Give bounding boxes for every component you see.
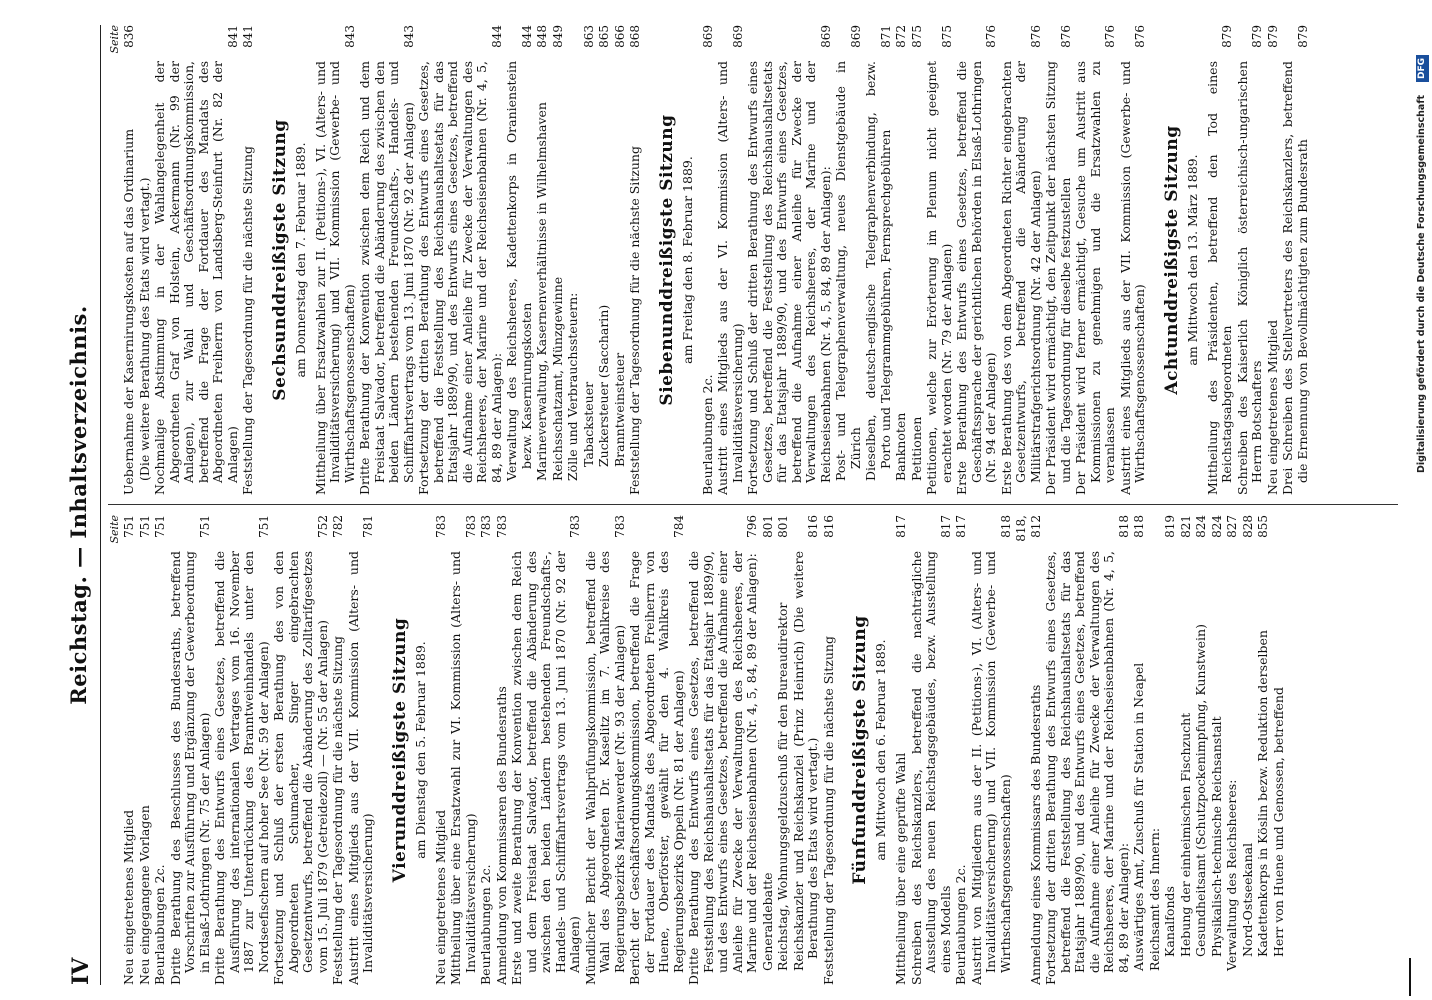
toc-entry <box>153 25 240 495</box>
toc-page-number: 865 <box>597 25 611 48</box>
toc-page-number: 784 <box>671 515 686 538</box>
toc-entry <box>358 25 416 495</box>
toc-entry-text: Herr von Huene und Genossen, betreffend <box>1270 687 1286 957</box>
toc-entry-text: Dritte Berathung des Entwurfs eines Gesetzes, betreffend die Ausführung des internationalen Vertrages vom 16. November 1887 zur Unterdrückung des Branntweinhandels unter den Nordseefischern auf hoher See (Nr. 59 der Anlagen) <box>212 551 271 985</box>
toc-entry-text: Fortsetzung der dritten Berathung des Entwurfs eines Gesetzes, betreffend die Feststellung des Reichshaushaltsetats für das Etatsjahr 1889/90, und des Entwurfs eines Gesetzes, betreffend die Aufnahme einer Anleihe für Zwecke der Verwaltungen des Reichsheeres, der Marine und der Reichseisenbahnen (Nr. 4, 5, 84, 89 der Anlagen): <box>416 61 504 495</box>
toc-entry <box>1044 25 1073 495</box>
toc-page-number: 876 <box>984 25 998 48</box>
toc-page-number: 863 <box>581 25 596 48</box>
toc-entry-text: Beurlaubungen 2c. <box>152 864 167 985</box>
toc-entry <box>122 515 137 985</box>
toc-page-number: 781 <box>361 515 375 538</box>
toc-entry <box>970 515 1014 985</box>
toc-page-number: 783 <box>463 515 478 538</box>
toc-page-number: 782 <box>331 515 345 538</box>
toc-page-number: 818 <box>1132 515 1146 538</box>
toc-page-number: 841 <box>241 25 255 48</box>
toc-entry-text: Beurlaubungen 2c. <box>953 864 968 985</box>
toc-page-number: 783 <box>433 515 448 538</box>
toc-page-number: 817 <box>894 515 908 538</box>
toc-entry-text: Schreiben des Reichskanzlers, betreffend die nachträgliche Ausstellung des neuen Reichstagsgebäudes, bezw. Ausstellung eines Modells <box>908 551 953 985</box>
toc-entry-text: Mittheilung des Präsidenten, betreffend den Tod eines Reichstagsabgeordneten <box>1204 61 1234 495</box>
toc-entry-text: Erste Berathung des von dem Abgeordneten Richter eingebrachten Gesetzentwurfs, betreffend die Abänderung der Militärstrafgerichtsordnung (Nr. 42 der Anlagen) <box>998 61 1043 495</box>
toc-entry <box>628 25 643 495</box>
toc-page-number: 866 <box>612 25 627 48</box>
toc-page-number: 876 <box>1058 25 1073 48</box>
toc-entry <box>417 25 504 495</box>
toc-page-number: 876 <box>1133 25 1147 48</box>
toc-entry-text: Erste und zweite Berathung der Konvention zwischen dem Reich und dem Freistaat Salvador, betreffend die Abänderung des zwischen den beiden Ländern bestehenden Freundschafts-, Handels- und Schifffahrtsvertrags vom 13. Juni 1870 (Nr. 92 der Anlagen) <box>509 551 582 985</box>
toc-entry <box>761 515 776 985</box>
toc-entry-text: Mittheilung über eine Ersatzwahl zur VI. Kommission (Alters- und Invaliditätsversicherung) <box>448 551 478 985</box>
page-number: IV <box>68 957 94 985</box>
toc-entry <box>122 25 137 495</box>
toc-entry <box>1132 515 1147 985</box>
toc-entry <box>434 515 449 985</box>
toc-page-number: 849 <box>550 25 565 48</box>
toc-page-number: 843 <box>401 25 416 48</box>
toc-entry-text: Austritt eines Mitglieds aus der VII. Kommission (Alters- und Invaliditätsversicherung) <box>345 551 375 985</box>
toc-entry-text: Drei Schreiben des Stellvertreters des Reichskanzlers, betreffend die Ernennung von Bevollmächtigten zum Bundesrath <box>1280 61 1310 495</box>
rotated-content <box>60 25 1432 985</box>
toc-page-number: 855 <box>1256 515 1270 538</box>
toc-entry-text: Nochmalige Abstimmung in der Wahlangelegenheit der Abgeordneten Graf von Holstein, Ackermann (Nr. 99 der Anlagen), zur Wahl und Geschäftsordnungskommission, betreffend die Frage der Fortdauer des Mandats des Abgeordneten Freiherrn von Landsberg-Steinfurt (Nr. 82 der Anlagen) <box>152 61 240 495</box>
toc-entry <box>1148 515 1163 985</box>
toc-entry <box>505 25 534 495</box>
toc-entry-text: Schreiben des Kaiserlich Königlich österreichisch-ungarischen Herrn Botschafters <box>1234 61 1264 495</box>
toc-page-number: 868 <box>628 25 642 48</box>
toc-entry-text: Austritt eines Mitglieds aus der VI. Kommission (Alters- und Invaliditätsversicherung) <box>715 61 745 495</box>
toc-entry-text: Anmeldung eines Kommissars des Bundesraths <box>1027 684 1043 985</box>
toc-entry-text: Feststellung der Tagesordnung für die nächste Sitzung <box>330 636 345 985</box>
toc-entry-text: Petitionen, welche zur Erörterung im Plenum nicht geeignet erachtet worden (Nr. 79 der Anlagen) <box>924 61 954 495</box>
toc-entry-text: Anmeldung von Kommissaren des Bundesraths <box>493 686 509 985</box>
sitting-title: Achtunddreißigste Sitzung <box>1161 125 1182 395</box>
toc-entry <box>495 515 510 985</box>
toc-entry-text: Neu eingegangene Vorlagen <box>136 805 152 985</box>
toc-page-number: 869 <box>700 25 715 48</box>
toc-entry <box>1163 515 1178 985</box>
toc-entry-text: Marineverwaltung, Kasernenverhältnisse in Wilhelmshaven <box>534 102 549 481</box>
toc-entry <box>1000 25 1044 495</box>
toc-page-number: 828 <box>1240 515 1255 538</box>
toc-entry-text: Beurlaubungen 2c. <box>699 374 715 495</box>
toc-entry <box>955 25 999 495</box>
toc-page-number: 818 <box>1116 515 1131 538</box>
toc-page-number: 751 <box>256 515 271 538</box>
toc-page-number: 841 <box>225 25 240 48</box>
toc-entry <box>272 515 330 985</box>
toc-entry <box>792 515 821 985</box>
toc-entry-text: Post- und Telegraphenverwaltung, neues Dienstgebäude in Zürich <box>833 61 863 481</box>
toc-entry <box>582 25 597 495</box>
toc-entry-text: Austritt von Mitgliedern aus der II. (Petitions-), VI. (Alters- und Invaliditätsversicherung) und VII. Kommission (Gewerbe- und Wirthschaftsgenossenschaften) <box>968 551 1013 985</box>
toc-page-number: 752 <box>315 515 330 538</box>
toc-entry <box>1210 515 1225 985</box>
toc-entry-text: Reichskanzler und Reichskanzlei (Prinz Heinrich) (Die weitere Berathung des Etats wird vertagt.) <box>790 551 820 971</box>
sitting-date: am Mittwoch den 6. Februar 1889. <box>873 639 888 861</box>
toc-page-number: 751 <box>197 515 212 538</box>
toc-entry <box>776 515 791 985</box>
running-head: Reichstag. — Inhaltsverzeichnis. <box>66 305 91 705</box>
toc-page-number: 879 <box>1220 25 1234 48</box>
toc-entry <box>597 25 612 495</box>
toc-page-number: 751 <box>137 515 152 538</box>
toc-entry <box>864 25 893 495</box>
toc-entry-text: Mündlicher Bericht der Wahlprüfungskommission, betreffend die Wahl des Abgeordneten Dr. Kaselitz im 7. Wahlkreise des Regierungsbezirks Marienwerder (Nr. 93 der Anlagen) <box>582 551 627 985</box>
toc-entry-text: Zölle und Verbrauchssteuern: <box>565 292 580 481</box>
toc-entry <box>347 515 376 985</box>
toc-page-number: 783 <box>494 515 509 538</box>
toc-entry <box>954 515 969 985</box>
toc-entry-text: Physikalisch-technische Reichsanstalt <box>1208 716 1224 957</box>
toc-entry <box>613 25 628 495</box>
toc-entry-text: Auswärtiges Amt, Zuschuß für Station in Neapel <box>1131 662 1146 971</box>
toc-page-number: 818, 812 <box>1014 515 1043 542</box>
toc-entry-text: Kanalfonds <box>1162 886 1177 957</box>
toc-entry-text: Reichsschatzamt, Münzgewinne <box>549 276 565 481</box>
sitting-title: Siebenunddreißigste Sitzung <box>656 114 677 406</box>
toc-entry-text: Verwaltung des Reichsheeres, Kadettenkorps in Oranienstein bezw. Kasernirungskosten <box>504 61 534 481</box>
toc-entry-text: Verwaltung des Reichsheeres: <box>1224 779 1239 971</box>
toc-entry <box>1236 25 1265 495</box>
toc-entry-text: Dieselben, deutsch-englische Telegraphenverbindung, bezw. Porto und Telegrammgebühren, Fernsprechgebühren <box>863 61 893 481</box>
toc-page-number: 817 <box>938 515 953 538</box>
toc-entry <box>169 515 213 985</box>
sitting-heading <box>657 25 695 495</box>
toc-page-number: 879 <box>1295 25 1310 48</box>
toc-entry-text: Der Präsident wird ermächtigt, den Zeitpunkt der nächsten Sitzung und die Tagesordnung für dieselbe festzustellen <box>1043 61 1073 495</box>
toc-page-number: 796 <box>745 515 759 538</box>
toc-entry <box>925 25 954 495</box>
toc-page-number: 816 <box>821 515 836 538</box>
toc-entry-text: Fortsetzung und Schluß der ersten Berathung des von den Abgeordneten Schumacher, Singer eingebrachten Gesetzentwurfs, betreffend die Abänderung des Zolltarifgesetzes vom 15. Juli 1879 (Getreidezoll) — (Nr. 55 der Anlagen) <box>271 551 330 985</box>
seite-label: Seite <box>108 25 121 54</box>
toc-entry-text: Zuckersteuer (Saccharin) <box>596 304 611 467</box>
toc-entry <box>153 515 168 985</box>
toc-entry <box>716 25 745 495</box>
toc-entry <box>894 25 909 495</box>
toc-entry <box>535 25 550 495</box>
sitting-heading <box>1162 25 1200 495</box>
toc-page-number: 783 <box>612 515 627 538</box>
toc-entry <box>834 25 863 495</box>
toc-entry-text: Reichstag, Wohnungsgeldzuschuß für den Bureaudirektor <box>775 602 790 971</box>
right-column <box>108 25 1408 495</box>
toc-entry <box>1225 515 1240 985</box>
toc-entry-text: Kadettenkorps in Köslin bezw. Reduktion derselben <box>1255 630 1270 957</box>
toc-entry-text: (Die weitere Berathung des Etats wird vertagt.) <box>136 177 152 481</box>
toc-entry <box>1044 515 1131 985</box>
toc-entry <box>910 515 954 985</box>
toc-entry-text: Austritt eines Mitglieds aus der VII. Kommission (Gewerbe- und Wirthschaftsgenossenschaften) <box>1117 61 1147 495</box>
toc-page-number: 844 <box>489 25 504 48</box>
sitting-title: Vierunddreißigste Sitzung <box>389 617 410 883</box>
toc-page-number: 869 <box>848 25 863 48</box>
toc-entry-text: Reichsamt des Innern: <box>1146 827 1162 971</box>
toc-page-number: 827 <box>1225 515 1239 538</box>
page-header <box>60 25 101 985</box>
toc-page-number: 844 <box>519 25 534 48</box>
toc-entry <box>910 25 925 495</box>
toc-entry <box>510 515 583 985</box>
toc-page-number: 879 <box>1250 25 1264 48</box>
toc-entry-text: Feststellung der Tagesordnung für die nächste Sitzung <box>240 146 255 495</box>
toc-entry <box>213 515 271 985</box>
toc-entry <box>331 515 346 985</box>
toc-page-number: 783 <box>568 515 582 538</box>
toc-entry-text: Bericht der Geschäftsordnungskommission, betreffend die Frage der Fortdauer des Mandats des Abgeordneten Freiherrn von Huene, Oberförster, gewählt für den 4. Wahlkreis des Regierungsbezirks Oppeln (Nr. 81 der Anlagen) <box>627 551 686 985</box>
digitization-note: Digitalisierung gefördert durch die Deutsche Forschungsgemeinschaft <box>1416 95 1427 473</box>
sitting-date: am Dienstag den 5. Februar 1889. <box>412 641 428 859</box>
toc-entry-text: Tabacksteuer <box>580 381 596 467</box>
toc-entry-text: Feststellung der Tagesordnung für die nächste Sitzung <box>820 636 836 985</box>
toc-entry <box>1206 25 1235 495</box>
dfg-logo: DFG <box>1416 55 1429 82</box>
seite-label: Seite <box>108 515 121 544</box>
toc-entry <box>138 515 153 985</box>
toc-page-number: 751 <box>122 515 136 538</box>
page-footer <box>1416 25 1432 985</box>
toc-entry-text: Generaldebatte <box>759 872 775 971</box>
sitting-date: am Freitag den 8. Februar 1889. <box>679 156 695 364</box>
sitting-heading <box>850 515 888 985</box>
toc-entry <box>584 515 628 985</box>
toc-entry-text: Uebernahme der Kasernirungskosten auf das Ordinarium <box>121 128 136 495</box>
sitting-date: am Mittwoch den 13. März 1889. <box>1184 154 1200 366</box>
toc-entry-text: Dritte Berathung des Entwurfs eines Gesetzes, betreffend die Feststellung des Reichshaushaltsetats für das Etatsjahr 1889/90, und des Entwurfs eines Gesetzes, betreffend die Aufnahme einer Anleihe für Zwecke der Verwaltungen des Reichsheeres, der Marine und der Reichseisenbahnen (Nr. 4, 5, 84, 89 der Anlagen): <box>686 551 759 985</box>
toc-entry-text: Banknoten <box>893 412 908 481</box>
scan-edge-mark <box>1409 958 1411 996</box>
toc-page-number: 876 <box>1028 25 1043 48</box>
toc-page-number: 875 <box>939 25 954 48</box>
toc-page-number: 801 <box>760 515 775 538</box>
toc-page-number: 824 <box>1209 515 1224 538</box>
toc-page-number: 816 <box>806 515 820 538</box>
toc-entry <box>628 515 686 985</box>
toc-entry-text: Fortsetzung und Schluß der dritten Berathung des Entwurfs eines Gesetzes, betreffend die Feststellung des Reichshaushaltsetats für das Etatsjahr 1889/90, und des Entwurfs eines Gesetzes, betreffend die Aufnahme einer Anleihe für Zwecke der Verwaltungen des Reichsheeres, der Marine und der Reichseisenbahnen (Nr. 4, 5, 84, 89 der Anlagen): <box>745 61 833 495</box>
toc-page-number: 869 <box>818 25 833 48</box>
toc-entry <box>566 25 581 495</box>
toc-entry <box>1119 25 1148 495</box>
left-column <box>108 515 1408 985</box>
toc-page-number: 819 <box>1163 515 1177 538</box>
toc-entry-text: Fortsetzung der dritten Berathung des Entwurfs eines Gesetzes, betreffend die Feststellung des Reichshaushaltsetats für das Etatsjahr 1889/90, und des Entwurfs eines Gesetzes, betreffend die Aufnahme einer Anleihe für Zwecke der Verwaltungen des Reichsheeres, der Marine und der Reichseisenbahnen (Nr. 4, 5, 84, 89 der Anlagen): <box>1043 551 1131 985</box>
toc-entry <box>138 25 153 495</box>
sitting-title: Sechsunddreißigste Sitzung <box>269 119 290 401</box>
toc-page-number: 821 <box>1178 515 1193 538</box>
toc-entry-text: Mittheilung über Ersatzwahlen zur II. (Petitions-), VI. (Alters- und Invaliditätsversicherung) und VII. Kommission (Gewerbe- und Wirthschaftsgenossenschaften) <box>312 61 357 495</box>
toc-entry <box>1272 515 1287 985</box>
sitting-title: Fünfunddreißigste Sitzung <box>850 615 870 885</box>
toc-entry-text: Neu eingetretenes Mitglied <box>121 809 136 985</box>
toc-entry <box>746 25 833 495</box>
toc-entry-text: Erste Berathung des Entwurfs eines Gesetzes, betreffend die Geschäftssprache der gerichtlichen Behörden in Elsaß-Lothringen (Nr. 94 der Anlagen) <box>954 61 998 495</box>
toc-entry <box>241 25 256 495</box>
toc-entry-text: Neu eingetretenes Mitglied <box>432 809 448 985</box>
toc-entry-text: Petitionen <box>908 416 924 481</box>
toc-entry-text: Neu eingetretenes Mitglied <box>1264 319 1280 495</box>
toc-entry <box>822 515 837 985</box>
toc-page-number: 751 <box>153 515 167 538</box>
toc-page-number: 801 <box>776 515 790 538</box>
toc-entry <box>1241 515 1256 985</box>
toc-page-number: 871 <box>878 25 893 48</box>
sitting-heading <box>390 515 428 985</box>
sitting-date: am Donnerstag den 7. Februar 1889. <box>292 142 308 378</box>
toc-entry <box>1074 25 1118 495</box>
toc-entry <box>701 25 716 495</box>
toc-page-number: 848 <box>535 25 549 48</box>
toc-entry-text: Gesundheitsamt (Schutzpockenimpfung, Kunstwein) <box>1193 624 1208 957</box>
toc-page-number: 783 <box>479 515 493 538</box>
toc-entry-text: Dritte Berathung der Konvention zwischen dem Reich und dem Freistaat Salvador, betreffend die Abänderung des zwischen den beiden Ländern bestehenden Freundschafts-, Handels- und Schifffahrtsvertrags vom 13. Juni 1870 (Nr. 92 der Anlagen) <box>357 61 416 495</box>
sitting-heading <box>270 25 308 495</box>
toc-entry <box>314 25 358 495</box>
column-divider <box>108 504 1398 505</box>
toc-page-number: 843 <box>342 25 357 48</box>
toc-entry-text: Branntweinsteuer <box>611 352 627 467</box>
toc-entry-text: Feststellung der Tagesordnung für die nächste Sitzung <box>627 146 642 495</box>
toc-page-number: 872 <box>894 25 908 48</box>
toc-entry <box>551 25 566 495</box>
columns <box>108 25 1408 985</box>
toc-entry-text: Nord-Ostseekanal <box>1239 842 1255 957</box>
toc-entry <box>479 515 494 985</box>
toc-entry <box>1179 515 1194 985</box>
toc-entry-text: Hebung der einheimischen Fischzucht <box>1177 712 1193 957</box>
toc-page-number: 879 <box>1265 25 1280 48</box>
toc-page-number: 869 <box>730 25 745 48</box>
toc-entry <box>1256 515 1271 985</box>
toc-entry-text: Mittheilung über eine geprüfte Wahl <box>893 752 908 985</box>
toc-page-number: 817 <box>954 515 968 538</box>
toc-page-number: 875 <box>909 25 924 48</box>
toc-entry-text: Beurlaubungen 2c. <box>478 864 493 985</box>
toc-entry <box>1014 515 1043 985</box>
toc-entry <box>1194 515 1209 985</box>
toc-entry <box>687 515 760 985</box>
toc-page-number: 876 <box>1103 25 1117 48</box>
toc-entry <box>894 515 909 985</box>
toc-entry <box>1266 25 1281 495</box>
toc-page-number: 824 <box>1194 515 1208 538</box>
toc-entry-text: Dritte Berathung des Beschlusses des Bundesraths, betreffend Vorschriften zur Ausführung und Ergänzung der Gewerbeordnung in Elsaß-Lothringen (Nr. 75 der Anlagen) <box>167 551 212 985</box>
toc-page-number: 818 <box>998 515 1013 538</box>
toc-page-number: 836 <box>122 25 136 48</box>
toc-entry <box>1281 25 1310 495</box>
toc-entry <box>449 515 478 985</box>
toc-entry-text: Der Präsident wird ferner ermächtigt, Gesuche um Austritt aus Kommissionen zu genehmigen und die Ersatzwahlen zu veranlassen <box>1073 61 1117 495</box>
